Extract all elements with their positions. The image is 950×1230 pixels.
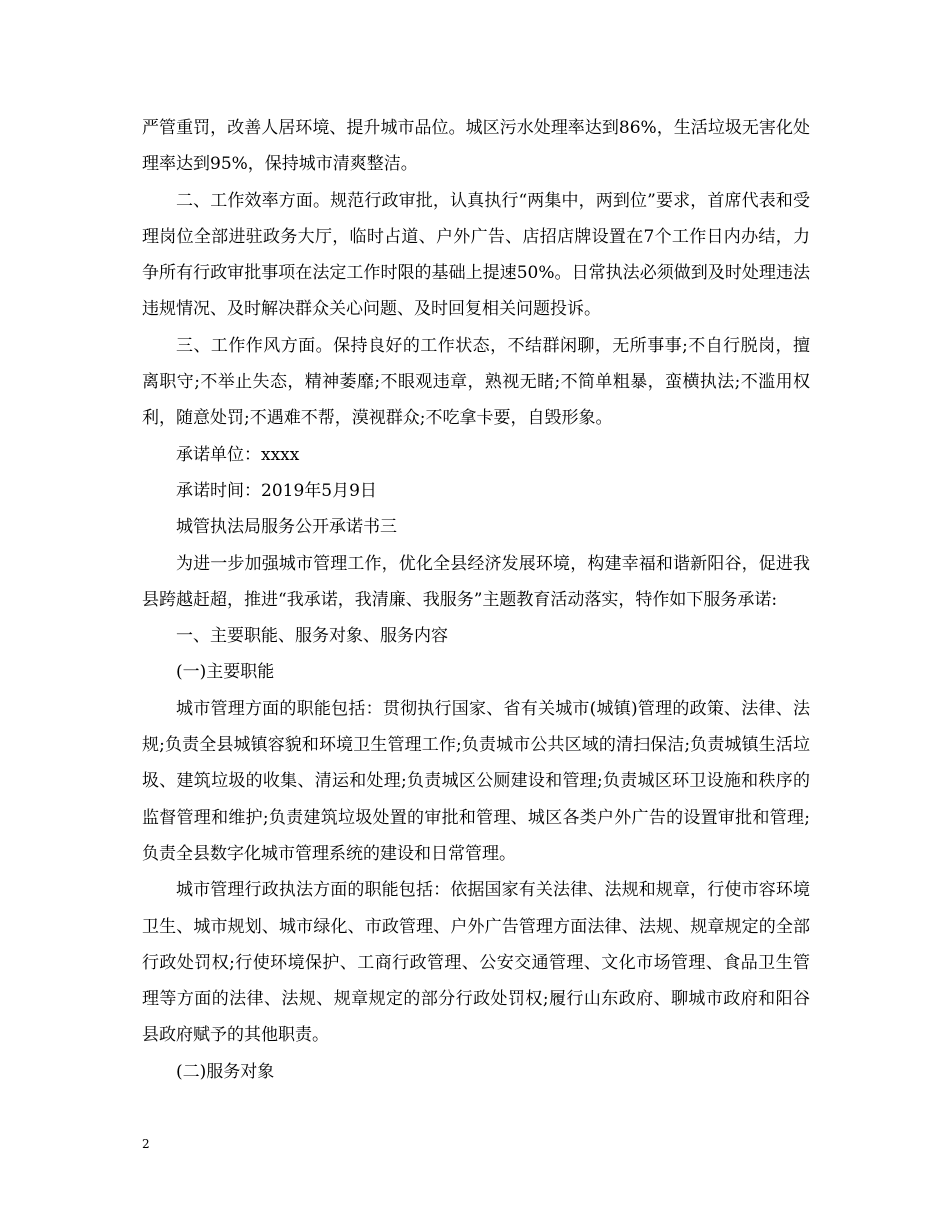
- promise-unit: 承诺单位：xxxx: [176, 444, 300, 465]
- subheading-service-objects: (二)服务对象: [176, 1061, 275, 1082]
- heading-main-functions: 一、主要职能、服务对象、服务内容: [176, 626, 448, 647]
- paragraph-work-efficiency: 二、工作效率方面。规范行政审批，认真执行“两集中，两到位”要求，首席代表和受理岗位全部进驻政务大厅，临时占道、户外广告、店招店牌设置在7个工作日内办结，力争所有行政审批事项在法定工作时限的基础上提速50%。日常执法必须做到及时处理违法违规情况、及时解决群众关心问题、及时回复相关问题投诉。: [142, 190, 810, 320]
- paragraph-work-style: 三、工作作风方面。保持良好的工作状态，不结群闲聊，无所事事;不自行脱岗，擅离职守;不举止失态，精神萎靡;不眼观违章，熟视无睹;不简单粗暴，蛮横执法;不滥用权利，随意处罚;不遇难不帮，漠视群众;不吃拿卡要，自毁形象。: [142, 335, 810, 429]
- paragraph-city-management: 城市管理方面的职能包括：贯彻执行国家、省有关城市(城镇)管理的政策、法律、法规;负责全县城镇容貌和环境卫生管理工作;负责城市公共区域的清扫保洁;负责城镇生活垃圾、建筑垃圾的收集、清运和处理;负责城区公厕建设和管理;负责城区环卫设施和秩序的监督管理和维护;负责建筑垃圾处置的审批和管理、城区各类户外广告的设置审批和管理;负责全县数字化城市管理系统的建设和日常管理。: [142, 698, 810, 864]
- promise-date: 承诺时间：2019年5月9日: [176, 480, 377, 501]
- paragraph-intro: 为进一步加强城市管理工作，优化全县经济发展环境，构建幸福和谐新阳谷，促进我县跨越赶超，推进“我承诺，我清廉、我服务”主题教育活动落实，特作如下服务承诺:: [142, 553, 810, 610]
- paragraph-continuation: 严管重罚，改善人居环境、提升城市品位。城区污水处理率达到86%，生活垃圾无害化处理率达到95%，保持城市清爽整洁。: [142, 118, 810, 175]
- section-title: 城管执法局服务公开承诺书三: [176, 517, 397, 538]
- paragraph-law-enforcement: 城市管理行政执法方面的职能包括：依据国家有关法律、法规和规章，行使市容环境卫生、城市规划、城市绿化、市政管理、户外广告管理方面法律、法规、规章规定的全部行政处罚权;行使环境保护、工商行政管理、公安交通管理、文化市场管理、食品卫生管理等方面的法律、法规、规章规定的部分行政处罚权;履行山东政府、聊城市政府和阳谷县政府赋予的其他职责。: [142, 880, 810, 1046]
- document-body: [142, 110, 810, 1090]
- page-number: 2: [142, 1137, 150, 1151]
- subheading-main-functions: (一)主要职能: [176, 662, 275, 683]
